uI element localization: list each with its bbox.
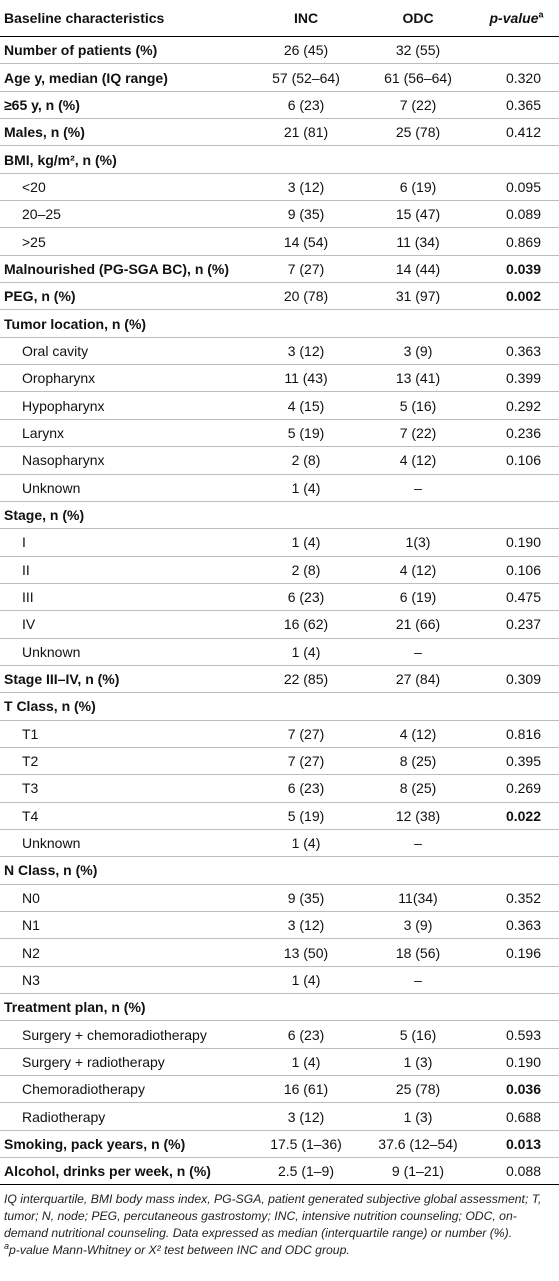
odc-value: 27 (84) [395, 671, 441, 688]
table-header [0, 0, 559, 37]
table-row [0, 1103, 559, 1130]
odc-value: 3 (9) [403, 917, 433, 934]
odc-value: 14 (44) [395, 260, 441, 277]
inc-value: 14 (54) [283, 233, 329, 250]
row-label: Stage, n (%) [4, 507, 85, 524]
p-value: 0.399 [505, 370, 542, 387]
inc-value: 7 (27) [287, 753, 325, 770]
inc-value: 17.5 (1–36) [270, 1135, 342, 1152]
p-value: 0.089 [505, 206, 542, 223]
table-row [0, 228, 559, 255]
odc-value: 3 (9) [403, 342, 433, 359]
table-row [0, 447, 559, 474]
table-row [0, 720, 559, 747]
abbreviations-note: IQ interquartile, BMI body mass index, PG-SGA, patient generated subjective global assessment; T, tumor; N, node; PEG, percutaneous gastrostomy; INC, intensive nutrition counseling; ODC, on-demand nutritional counseling. Data expressed as median (interquartile range) or number (%). [4, 1192, 542, 1241]
table-row [0, 419, 559, 446]
inc-value: 11 (43) [284, 370, 328, 387]
row-label: Stage III–IV, n (%) [4, 671, 120, 688]
row-label: N2 [22, 944, 40, 961]
odc-value: 25 (78) [395, 1081, 441, 1098]
inc-value: 22 (85) [283, 671, 329, 688]
header-p-value-label: p-value [489, 10, 539, 26]
inc-value: 7 (27) [287, 725, 325, 742]
header-p-value-footnote-marker: a [538, 9, 544, 20]
p-value [474, 37, 559, 64]
row-label: III [22, 589, 34, 606]
table-row [0, 829, 559, 856]
odc-value [362, 501, 474, 528]
odc-value: 9 (1–21) [391, 1163, 445, 1180]
odc-value: 8 (25) [399, 753, 437, 770]
p-value [474, 829, 559, 856]
table-row [0, 1130, 559, 1157]
p-value: 0.309 [505, 671, 542, 688]
p-value [474, 966, 559, 993]
inc-value: 13 (50) [283, 944, 329, 961]
p-value: 0.688 [505, 1108, 542, 1125]
p-value: 0.036 [505, 1081, 542, 1098]
p-value: 0.196 [505, 944, 542, 961]
table-row [0, 966, 559, 993]
odc-value: – [414, 835, 422, 852]
inc-value: 1 (4) [291, 534, 321, 551]
p-value: 0.292 [505, 397, 542, 414]
row-label: ≥65 y, n (%) [4, 96, 80, 113]
row-label: Oral cavity [22, 342, 89, 359]
odc-value: 37.6 (12–54) [378, 1135, 458, 1152]
odc-value: 7 (22) [399, 424, 437, 441]
odc-value: 11(34) [398, 889, 438, 906]
footnote-marker: a [4, 1241, 10, 1252]
inc-value: 6 (23) [287, 96, 325, 113]
p-value [474, 857, 559, 884]
table-row [0, 747, 559, 774]
table-row [0, 693, 559, 720]
header-odc: ODC [362, 0, 474, 37]
odc-value: 61 (56–64) [384, 69, 452, 86]
table-row [0, 665, 559, 692]
row-label: BMI, kg/m², n (%) [4, 151, 117, 168]
table-row [0, 529, 559, 556]
row-label: II [22, 561, 30, 578]
inc-value: 6 (23) [287, 1026, 325, 1043]
p-value: 0.095 [505, 178, 542, 195]
table-row [0, 611, 559, 638]
odc-value: 1 (3) [403, 1108, 433, 1125]
inc-value: 1 (4) [291, 971, 321, 988]
p-value: 0.237 [505, 616, 542, 633]
table-row [0, 337, 559, 364]
inc-value [250, 857, 362, 884]
p-value [474, 994, 559, 1021]
inc-value: 5 (19) [287, 807, 325, 824]
inc-value: 2.5 (1–9) [277, 1163, 335, 1180]
row-label: Unknown [22, 479, 81, 496]
odc-value [362, 994, 474, 1021]
odc-value: 6 (19) [399, 178, 437, 195]
inc-value: 5 (19) [287, 424, 325, 441]
row-label: T4 [22, 807, 39, 824]
p-value: 0.365 [505, 96, 542, 113]
inc-value: 57 (52–64) [272, 69, 340, 86]
odc-value: 21 (66) [395, 616, 441, 633]
p-value: 0.363 [505, 342, 542, 359]
odc-value: 32 (55) [395, 42, 441, 59]
p-value: 0.593 [505, 1026, 542, 1043]
row-label: Nasopharynx [22, 452, 105, 469]
row-label: Number of patients (%) [4, 42, 158, 59]
header-p-value [474, 0, 559, 37]
p-value: 0.039 [505, 260, 542, 277]
odc-value: 25 (78) [395, 124, 441, 141]
p-value: 0.106 [505, 452, 542, 469]
row-label: Radiotherapy [22, 1108, 106, 1125]
table-row [0, 283, 559, 310]
inc-value: 1 (4) [291, 479, 321, 496]
inc-value [250, 310, 362, 337]
table-row [0, 1048, 559, 1075]
odc-value [362, 310, 474, 337]
inc-value: 20 (78) [283, 288, 329, 305]
inc-value: 1 (4) [291, 1053, 321, 1070]
inc-value [250, 994, 362, 1021]
odc-value: 13 (41) [395, 370, 441, 387]
odc-value: 1(3) [405, 534, 431, 551]
odc-value: 1 (3) [403, 1053, 433, 1070]
inc-value: 3 (12) [287, 178, 325, 195]
p-value: 0.352 [505, 889, 542, 906]
odc-value: 15 (47) [395, 206, 441, 223]
table-row [0, 365, 559, 392]
table-row [0, 255, 559, 282]
row-label: N3 [22, 971, 40, 988]
inc-value: 2 (8) [291, 561, 321, 578]
row-label: T1 [22, 725, 39, 742]
inc-value: 1 (4) [291, 835, 321, 852]
inc-value [250, 693, 362, 720]
table-row [0, 310, 559, 337]
inc-value: 4 (15) [287, 397, 325, 414]
inc-value: 26 (45) [283, 42, 329, 59]
row-label: N0 [22, 889, 40, 906]
odc-value [362, 693, 474, 720]
inc-value: 1 (4) [291, 643, 321, 660]
table-row [0, 994, 559, 1021]
table-row [0, 775, 559, 802]
inc-value: 3 (12) [287, 342, 325, 359]
p-value [474, 310, 559, 337]
table-row [0, 857, 559, 884]
inc-value: 3 (12) [287, 917, 325, 934]
table-row [0, 474, 559, 501]
p-value: 0.013 [505, 1135, 542, 1152]
table-row [0, 884, 559, 911]
p-value: 0.816 [505, 725, 542, 742]
table-row [0, 1158, 559, 1185]
table-row [0, 501, 559, 528]
row-label: Age y, median (IQ range) [4, 69, 168, 86]
inc-value [250, 146, 362, 173]
table-row [0, 912, 559, 939]
p-value: 0.363 [505, 917, 542, 934]
row-label: Tumor location, n (%) [4, 315, 147, 332]
row-label: Unknown [22, 835, 81, 852]
row-label: T2 [22, 753, 39, 770]
row-label: N Class, n (%) [4, 862, 98, 879]
table-row [0, 91, 559, 118]
inc-value: 3 (12) [287, 1108, 325, 1125]
table-row [0, 583, 559, 610]
odc-value: 5 (16) [399, 397, 437, 414]
odc-value: 4 (12) [399, 452, 437, 469]
row-label: Alcohol, drinks per week, n (%) [4, 1163, 211, 1180]
p-value: 0.190 [505, 1053, 542, 1070]
inc-value [250, 501, 362, 528]
table-row [0, 119, 559, 146]
odc-value [362, 857, 474, 884]
table-row [0, 64, 559, 91]
inc-value: 9 (35) [287, 206, 325, 223]
odc-value: 5 (16) [399, 1026, 437, 1043]
odc-value: 18 (56) [395, 944, 441, 961]
odc-value [362, 146, 474, 173]
row-label: <20 [22, 178, 46, 195]
row-label: Hypopharynx [22, 397, 105, 414]
odc-value: – [414, 479, 422, 496]
p-value: 0.869 [505, 233, 542, 250]
inc-value: 16 (62) [283, 616, 329, 633]
p-value [474, 693, 559, 720]
table-row [0, 939, 559, 966]
p-value: 0.022 [505, 807, 542, 824]
p-value: 0.088 [505, 1163, 542, 1180]
row-label: Surgery + radiotherapy [22, 1053, 165, 1070]
table-row [0, 146, 559, 173]
row-label: Surgery + chemoradiotherapy [22, 1026, 207, 1043]
p-value: 0.475 [505, 589, 542, 606]
inc-value: 7 (27) [287, 260, 325, 277]
row-label: I [22, 534, 26, 551]
row-label: N1 [22, 917, 40, 934]
odc-value: 31 (97) [395, 288, 441, 305]
table-notes [0, 1185, 559, 1259]
row-label: 20–25 [22, 206, 61, 223]
row-label: Treatment plan, n (%) [4, 999, 146, 1016]
footnote [4, 1242, 555, 1259]
row-label: Males, n (%) [4, 124, 85, 141]
row-label: IV [22, 616, 36, 633]
p-value [474, 474, 559, 501]
inc-value: 6 (23) [287, 589, 325, 606]
inc-value: 21 (81) [283, 124, 329, 141]
header-inc: INC [250, 0, 362, 37]
row-label: >25 [22, 233, 46, 250]
table-row [0, 201, 559, 228]
odc-value: 4 (12) [399, 561, 437, 578]
odc-value: – [414, 971, 422, 988]
row-label: Larynx [22, 424, 65, 441]
p-value: 0.320 [505, 69, 542, 86]
row-label: Oropharynx [22, 370, 96, 387]
row-label: T Class, n (%) [4, 698, 96, 715]
odc-value: 11 (34) [396, 233, 440, 250]
inc-value: 16 (61) [283, 1081, 329, 1098]
table-row [0, 802, 559, 829]
inc-value: 2 (8) [291, 452, 321, 469]
table-row [0, 37, 559, 64]
p-value: 0.412 [505, 124, 542, 141]
odc-value: – [414, 643, 422, 660]
row-label: Smoking, pack years, n (%) [4, 1135, 186, 1152]
row-label: PEG, n (%) [4, 288, 76, 305]
row-label: Unknown [22, 643, 81, 660]
p-value [474, 501, 559, 528]
table-row [0, 638, 559, 665]
footnote-text: p-value Mann-Whitney or X² test between INC and ODC group. [9, 1243, 350, 1258]
header-baseline-characteristics: Baseline characteristics [0, 0, 250, 37]
inc-value: 6 (23) [287, 780, 325, 797]
table-row [0, 1076, 559, 1103]
table-body [0, 37, 559, 1185]
p-value: 0.395 [505, 753, 542, 770]
p-value: 0.269 [505, 780, 542, 797]
inc-value: 9 (35) [287, 889, 325, 906]
table-row [0, 1021, 559, 1048]
p-value: 0.106 [505, 561, 542, 578]
p-value: 0.002 [505, 288, 542, 305]
table-row [0, 556, 559, 583]
odc-value: 12 (38) [395, 807, 441, 824]
table-row [0, 392, 559, 419]
p-value: 0.236 [505, 424, 542, 441]
table-row [0, 173, 559, 200]
odc-value: 6 (19) [399, 589, 437, 606]
row-label: T3 [22, 780, 39, 797]
row-label: Malnourished (PG-SGA BC), n (%) [4, 260, 230, 277]
odc-value: 8 (25) [399, 780, 437, 797]
p-value [474, 146, 559, 173]
odc-value: 4 (12) [399, 725, 437, 742]
p-value: 0.190 [505, 534, 542, 551]
odc-value: 7 (22) [399, 96, 437, 113]
p-value [474, 638, 559, 665]
row-label: Chemoradiotherapy [22, 1081, 145, 1098]
